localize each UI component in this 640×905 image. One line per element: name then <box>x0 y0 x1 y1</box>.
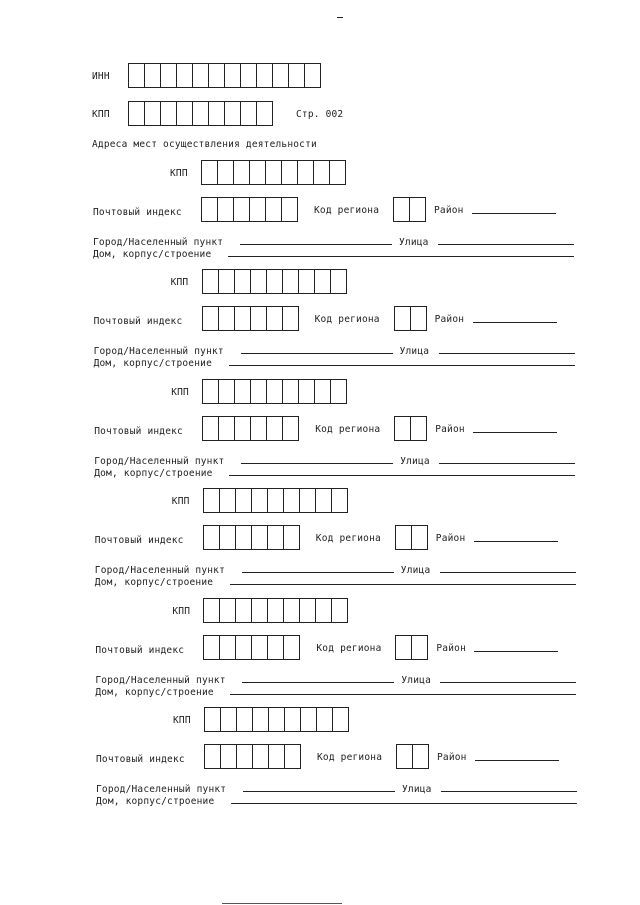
digit-cell[interactable] <box>298 269 315 294</box>
digit-cell[interactable] <box>394 416 411 441</box>
district-input-line[interactable] <box>474 651 558 652</box>
digit-cell[interactable] <box>314 269 331 294</box>
digit-cell[interactable] <box>256 63 273 88</box>
digit-cell[interactable] <box>272 63 289 88</box>
digit-cell[interactable] <box>281 160 298 185</box>
postal-index-field[interactable] <box>202 306 298 331</box>
city-label: Город/Населенный пункт <box>95 674 226 686</box>
city-input-line[interactable] <box>241 463 393 464</box>
digit-cell[interactable] <box>208 101 225 126</box>
digit-cell[interactable] <box>251 488 268 513</box>
district-label: Район <box>434 205 464 216</box>
digit-cell[interactable] <box>252 707 269 732</box>
district-label: Район <box>436 642 466 654</box>
digit-cell[interactable] <box>331 598 348 623</box>
digit-cell[interactable] <box>267 635 284 660</box>
digit-cell[interactable] <box>235 598 252 623</box>
postal-index-label: Почтовый индекс <box>96 754 185 765</box>
block-kpp-label: КПП <box>170 277 189 289</box>
digit-cell[interactable] <box>284 744 301 769</box>
district-label: Район <box>435 423 465 435</box>
digit-cell[interactable] <box>267 525 284 550</box>
block-kpp-field[interactable] <box>201 160 345 185</box>
house-input-line[interactable] <box>230 694 576 695</box>
postal-index-label: Почтовый индекс <box>93 316 183 328</box>
digit-cell[interactable] <box>224 101 241 126</box>
digit-cell[interactable] <box>332 707 349 732</box>
digit-cell[interactable] <box>202 379 219 404</box>
street-input-line[interactable] <box>440 572 576 573</box>
digit-cell[interactable] <box>393 197 410 222</box>
bottom-rule <box>222 903 342 904</box>
digit-cell[interactable] <box>265 160 282 185</box>
digit-cell[interactable] <box>219 525 236 550</box>
digit-cell[interactable] <box>160 63 177 88</box>
block-kpp-label: КПП <box>171 386 189 398</box>
region-code-label: Код региона <box>317 752 383 763</box>
postal-index-field[interactable] <box>201 197 297 222</box>
digit-cell[interactable] <box>304 63 321 88</box>
house-label: Дом, корпус/строение <box>93 358 212 370</box>
digit-cell[interactable] <box>204 707 221 732</box>
digit-cell[interactable] <box>412 744 429 769</box>
digit-cell[interactable] <box>250 269 267 294</box>
digit-cell[interactable] <box>218 269 235 294</box>
digit-cell[interactable] <box>202 306 219 331</box>
digit-cell[interactable] <box>268 707 285 732</box>
district-label: Район <box>434 314 465 326</box>
district-label: Район <box>437 752 467 763</box>
digit-cell[interactable] <box>220 707 237 732</box>
digit-cell[interactable] <box>204 744 221 769</box>
digit-cell[interactable] <box>251 635 268 660</box>
digit-cell[interactable] <box>410 306 427 331</box>
house-label: Дом, корпус/строение <box>95 686 214 698</box>
digit-cell[interactable] <box>251 598 268 623</box>
digit-cell[interactable] <box>144 101 161 126</box>
digit-cell[interactable] <box>144 63 161 88</box>
digit-cell[interactable] <box>192 101 209 126</box>
digit-cell[interactable] <box>128 101 145 126</box>
region-code-label: Код региона <box>316 642 382 654</box>
postal-index-field[interactable] <box>203 525 299 550</box>
postal-index-field[interactable] <box>204 744 300 769</box>
street-label: Улица <box>402 784 432 795</box>
house-input-line[interactable] <box>229 475 575 476</box>
digit-cell[interactable] <box>282 379 299 404</box>
digit-cell[interactable] <box>219 635 236 660</box>
city-input-line[interactable] <box>240 244 392 245</box>
city-label: Город/Населенный пункт <box>93 237 224 248</box>
digit-cell[interactable] <box>298 379 315 404</box>
digit-cell[interactable] <box>410 416 427 441</box>
street-label: Улица <box>401 674 431 686</box>
digit-cell[interactable] <box>234 306 251 331</box>
digit-cell[interactable] <box>234 379 251 404</box>
region-code-field[interactable] <box>394 306 426 331</box>
digit-cell[interactable] <box>202 416 219 441</box>
digit-cell[interactable] <box>217 160 234 185</box>
digit-cell[interactable] <box>297 160 314 185</box>
house-label: Дом, корпус/строение <box>96 796 215 807</box>
digit-cell[interactable] <box>316 707 333 732</box>
city-label: Город/Населенный пункт <box>93 346 224 358</box>
street-input-line[interactable] <box>439 353 575 354</box>
digit-cell[interactable] <box>266 269 283 294</box>
district-label: Район <box>435 533 466 545</box>
digit-cell[interactable] <box>268 744 285 769</box>
digit-cell[interactable] <box>176 101 193 126</box>
block-kpp-label: КПП <box>173 715 191 726</box>
digit-cell[interactable] <box>235 525 252 550</box>
digit-cell[interactable] <box>331 488 348 513</box>
digit-cell[interactable] <box>282 269 299 294</box>
district-input-line[interactable] <box>475 760 559 761</box>
digit-cell[interactable] <box>233 197 250 222</box>
street-input-line[interactable] <box>440 682 576 683</box>
inn-field[interactable] <box>128 63 320 88</box>
district-input-line[interactable] <box>474 541 558 542</box>
digit-cell[interactable] <box>266 379 283 404</box>
digit-cell[interactable] <box>283 488 300 513</box>
digit-cell[interactable] <box>409 197 426 222</box>
digit-cell[interactable] <box>315 488 332 513</box>
page-number: Стр. 002 <box>296 109 344 120</box>
region-code-field[interactable] <box>394 416 426 441</box>
digit-cell[interactable] <box>192 63 209 88</box>
block-kpp-label: КПП <box>170 168 188 179</box>
digit-cell[interactable] <box>176 63 193 88</box>
street-input-line[interactable] <box>438 244 574 245</box>
region-code-field[interactable] <box>395 525 427 550</box>
digit-cell[interactable] <box>202 269 219 294</box>
house-input-line[interactable] <box>228 256 574 257</box>
digit-cell[interactable] <box>249 197 266 222</box>
digit-cell[interactable] <box>283 525 300 550</box>
digit-cell[interactable] <box>203 598 220 623</box>
digit-cell[interactable] <box>234 416 251 441</box>
city-label: Город/Населенный пункт <box>94 565 226 577</box>
postal-index-field[interactable] <box>203 635 299 660</box>
digit-cell[interactable] <box>128 63 145 88</box>
block-kpp-label: КПП <box>172 605 191 617</box>
digit-cell[interactable] <box>218 306 235 331</box>
digit-cell[interactable] <box>251 525 268 550</box>
digit-cell[interactable] <box>203 635 220 660</box>
digit-cell[interactable] <box>219 488 236 513</box>
digit-cell[interactable] <box>313 160 330 185</box>
city-input-line[interactable] <box>241 353 393 354</box>
postal-index-label: Почтовый индекс <box>93 207 182 218</box>
region-code-label: Код региона <box>314 314 380 326</box>
digit-cell[interactable] <box>208 63 225 88</box>
digit-cell[interactable] <box>201 160 218 185</box>
digit-cell[interactable] <box>395 525 412 550</box>
digit-cell[interactable] <box>314 379 331 404</box>
top-dash-mark <box>337 17 343 18</box>
digit-cell[interactable] <box>203 525 220 550</box>
digit-cell[interactable] <box>394 306 411 331</box>
section-title: Адреса мест осуществления деятельности <box>92 139 317 150</box>
region-code-label: Код региона <box>315 533 381 545</box>
digit-cell[interactable] <box>160 101 177 126</box>
digit-cell[interactable] <box>395 635 412 660</box>
city-input-line[interactable] <box>243 791 395 792</box>
digit-cell[interactable] <box>235 635 252 660</box>
digit-cell[interactable] <box>411 525 428 550</box>
house-input-line[interactable] <box>229 365 575 366</box>
digit-cell[interactable] <box>265 197 282 222</box>
digit-cell[interactable] <box>282 306 299 331</box>
region-code-field[interactable] <box>396 744 428 769</box>
digit-cell[interactable] <box>300 707 317 732</box>
city-input-line[interactable] <box>242 572 394 573</box>
digit-cell[interactable] <box>217 197 234 222</box>
district-input-line[interactable] <box>473 322 557 323</box>
digit-cell[interactable] <box>266 306 283 331</box>
region-code-field[interactable] <box>393 197 425 222</box>
digit-cell[interactable] <box>283 598 300 623</box>
digit-cell[interactable] <box>240 101 257 126</box>
digit-cell[interactable] <box>250 379 267 404</box>
house-input-line[interactable] <box>230 584 576 585</box>
digit-cell[interactable] <box>219 598 236 623</box>
street-input-line[interactable] <box>439 463 575 464</box>
digit-cell[interactable] <box>266 416 283 441</box>
house-label: Дом, корпус/строение <box>94 467 213 479</box>
street-label: Улица <box>399 346 430 358</box>
block-kpp-field[interactable] <box>203 598 347 623</box>
street-input-line[interactable] <box>441 791 577 792</box>
city-input-line[interactable] <box>242 682 394 683</box>
digit-cell[interactable] <box>267 598 284 623</box>
digit-cell[interactable] <box>233 160 250 185</box>
city-label: Город/Населенный пункт <box>94 455 225 467</box>
digit-cell[interactable] <box>267 488 284 513</box>
postal-index-field[interactable] <box>202 416 298 441</box>
block-kpp-label: КПП <box>171 496 190 508</box>
digit-cell[interactable] <box>396 744 413 769</box>
postal-index-label: Почтовый индекс <box>95 644 185 656</box>
inn-label: ИНН <box>92 71 110 82</box>
digit-cell[interactable] <box>299 598 316 623</box>
digit-cell[interactable] <box>299 488 316 513</box>
digit-cell[interactable] <box>203 488 220 513</box>
digit-cell[interactable] <box>330 269 347 294</box>
district-input-line[interactable] <box>473 432 557 433</box>
district-input-line[interactable] <box>472 213 556 214</box>
kpp-label: КПП <box>92 109 110 120</box>
digit-cell[interactable] <box>411 635 428 660</box>
digit-cell[interactable] <box>201 197 218 222</box>
digit-cell[interactable] <box>236 707 253 732</box>
digit-cell[interactable] <box>330 379 347 404</box>
digit-cell[interactable] <box>218 379 235 404</box>
digit-cell[interactable] <box>234 269 251 294</box>
digit-cell[interactable] <box>256 101 273 126</box>
postal-index-label: Почтовый индекс <box>94 535 184 547</box>
digit-cell[interactable] <box>224 63 241 88</box>
city-label: Город/Населенный пункт <box>96 784 227 795</box>
region-code-label: Код региона <box>314 205 380 216</box>
digit-cell[interactable] <box>283 635 300 660</box>
digit-cell[interactable] <box>288 63 305 88</box>
digit-cell[interactable] <box>220 744 237 769</box>
digit-cell[interactable] <box>240 63 257 88</box>
kpp-field[interactable] <box>128 101 272 126</box>
digit-cell[interactable] <box>282 416 299 441</box>
digit-cell[interactable] <box>236 744 253 769</box>
digit-cell[interactable] <box>284 707 301 732</box>
digit-cell[interactable] <box>252 744 269 769</box>
digit-cell[interactable] <box>250 416 267 441</box>
block-kpp-field[interactable] <box>204 707 348 732</box>
digit-cell[interactable] <box>235 488 252 513</box>
postal-index-label: Почтовый индекс <box>94 425 183 437</box>
digit-cell[interactable] <box>329 160 346 185</box>
street-label: Улица <box>400 565 431 577</box>
digit-cell[interactable] <box>315 598 332 623</box>
block-kpp-field[interactable] <box>202 379 346 404</box>
house-input-line[interactable] <box>231 803 577 804</box>
block-kpp-field[interactable] <box>202 269 346 294</box>
house-label: Дом, корпус/строение <box>93 249 212 260</box>
block-kpp-field[interactable] <box>203 488 347 513</box>
digit-cell[interactable] <box>249 160 266 185</box>
street-label: Улица <box>399 237 429 248</box>
region-code-field[interactable] <box>395 635 427 660</box>
digit-cell[interactable] <box>218 416 235 441</box>
digit-cell[interactable] <box>281 197 298 222</box>
house-label: Дом, корпус/строение <box>94 577 214 589</box>
street-label: Улица <box>400 455 430 467</box>
digit-cell[interactable] <box>250 306 267 331</box>
region-code-label: Код региона <box>315 423 381 435</box>
